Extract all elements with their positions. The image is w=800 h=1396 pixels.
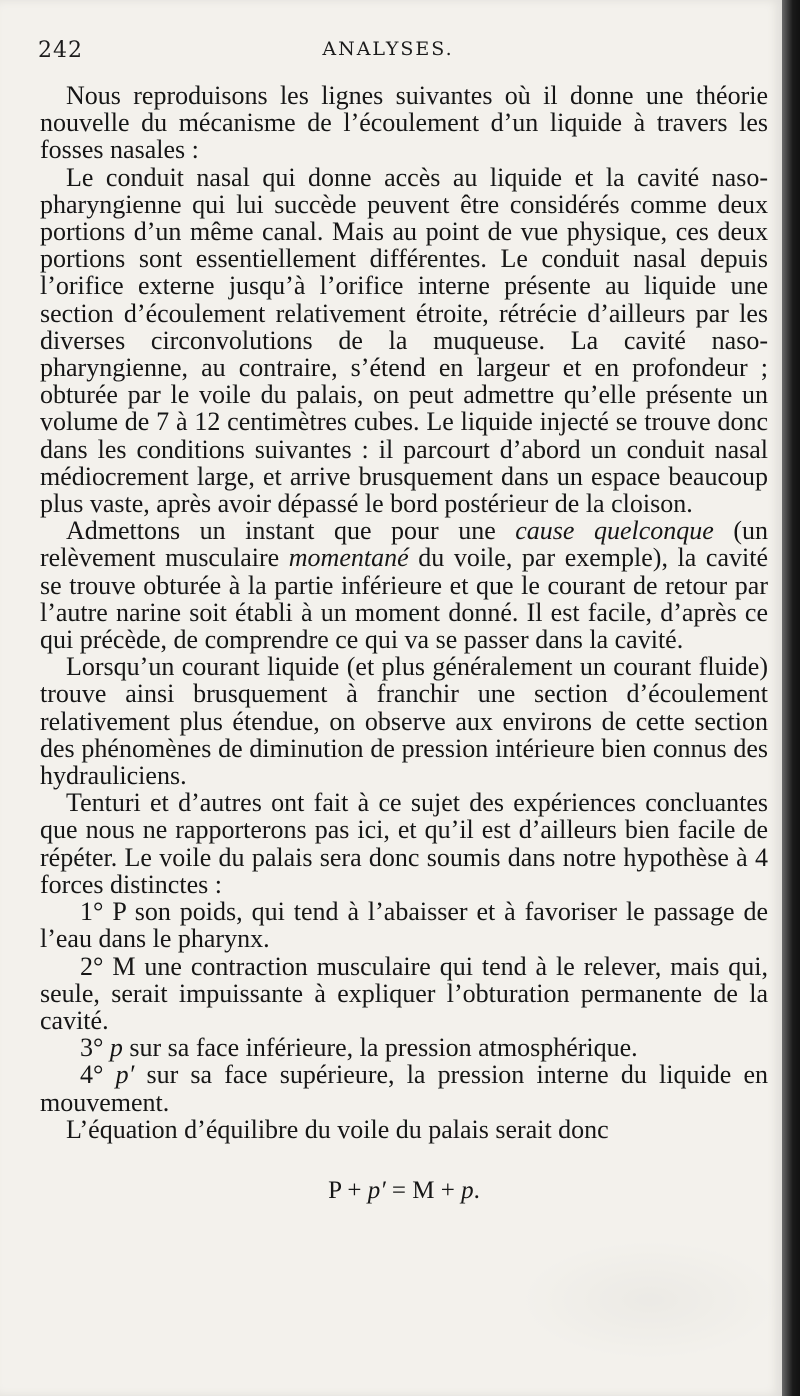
force-item-1 (40, 898, 768, 952)
force-marker: 2° M (80, 951, 136, 981)
text-run: du voile, par exemple), la cavité se trouve obturée à la partie inférieure et que le courant de retour par l’autre narine soit établi à un moment donné. Il est facile, d’après ce qui précède, de comprendre ce qui va se passer dans la cavité. (40, 543, 768, 655)
force-marker: 1° P (80, 897, 126, 927)
force-symbol: p′ (115, 1060, 135, 1090)
italic-cause-quelconque: cause quelconque (515, 516, 714, 546)
force-text: sur sa face supérieure, la pression interne du liquide en mouvement. (40, 1060, 768, 1117)
eq-operator: + (341, 1176, 368, 1204)
force-marker: 3° (80, 1033, 104, 1063)
force-text: son poids, qui tend à l’abaisser et à favoriser le passage de l’eau dans le pharynx. (40, 897, 768, 954)
body-text (40, 82, 768, 1204)
eq-operator: + (434, 1176, 462, 1204)
eq-operator: = (385, 1176, 413, 1204)
paragraph-hypothesis (40, 517, 768, 653)
text-run: (un relèvement musculaire (40, 516, 768, 573)
paragraph-current: Lorsqu’un courant liquide (et plus généralement un courant fluide) trouve ainsi brusquement à franchir une section d’écoulement relativement plus étendue, on observe aux environs de cette section des phénomènes de diminution de pression intérieure bien connus des hydrauliciens. (40, 652, 768, 791)
force-text: sur sa face inférieure, la pression atmosphérique. (122, 1033, 638, 1063)
force-item-4 (40, 1061, 768, 1115)
paragraph-conclusion: L’équation d’équilibre du voile du palais serait donc (66, 1114, 609, 1144)
eq-period: . (473, 1176, 480, 1204)
text-run: Admettons un instant que pour une (66, 516, 516, 546)
force-symbol: p (109, 1033, 123, 1063)
italic-momentane: momentané (288, 543, 409, 573)
paragraph-intro: Nous reproduisons les lignes suivantes où il donne une théorie nouvelle du mécanisme de l’écoulement d’un liquide à travers les fosses nasales : (40, 81, 768, 165)
eq-term: P (328, 1176, 342, 1204)
force-marker: 4° (80, 1060, 104, 1090)
page-number: 242 (38, 38, 83, 63)
force-item-3 (40, 1034, 768, 1061)
force-item-2 (40, 953, 768, 1035)
paragraph-forces: Tenturi et d’autres ont fait à ce sujet des expériences concluantes que nous ne rapporterons pas ici, et qu’il est d’ailleurs bien facile de répéter. Le voile du palais sera donc soumis dans notre hypothèse à 4 forces distinctes : (40, 788, 768, 899)
equilibrium-equation (40, 1177, 768, 1204)
bleed-through-shadow (520, 1240, 780, 1360)
paragraph-quote-start: Le conduit nasal qui donne accès au liquide et la cavité naso-pharyngienne qui lui succède peuvent être considérés comme deux portions d’un même canal. Mais au point de vue physique, ces deux portions sont essentiellement différentes. Le conduit nasal depuis l’orifice externe jusqu’à l’orifice interne présente au liquide une section d’écoulement relativement étroite, rétrécie d’ailleurs par les diverses circonvolutions de la muqueuse. La cavité naso-pharyngienne, au contraire, s’étend en largeur et en profondeur ; obturée par le voile du palais, on peut admettre qu’elle présente un volume de 7 à 12 centimètres cubes. Le liquide injecté se trouve donc dans les conditions suivantes : il parcourt d’abord un conduit nasal médiocrement large, et arrive brusquement dans un espace beaucoup plus vaste, après avoir dépassé le bord postérieur de la cloison. (40, 162, 768, 519)
book-gutter-edge (782, 0, 800, 1396)
eq-term: p (461, 1176, 474, 1204)
force-text: une contraction musculaire qui tend à le relever, mais qui, seule, serait impuissante à expliquer l’obturation permanente de la cavité. (40, 951, 769, 1035)
eq-term: p′ (367, 1176, 386, 1204)
running-head: ANALYSES. (322, 38, 454, 60)
eq-term: M (412, 1176, 435, 1204)
page-header (38, 38, 738, 68)
